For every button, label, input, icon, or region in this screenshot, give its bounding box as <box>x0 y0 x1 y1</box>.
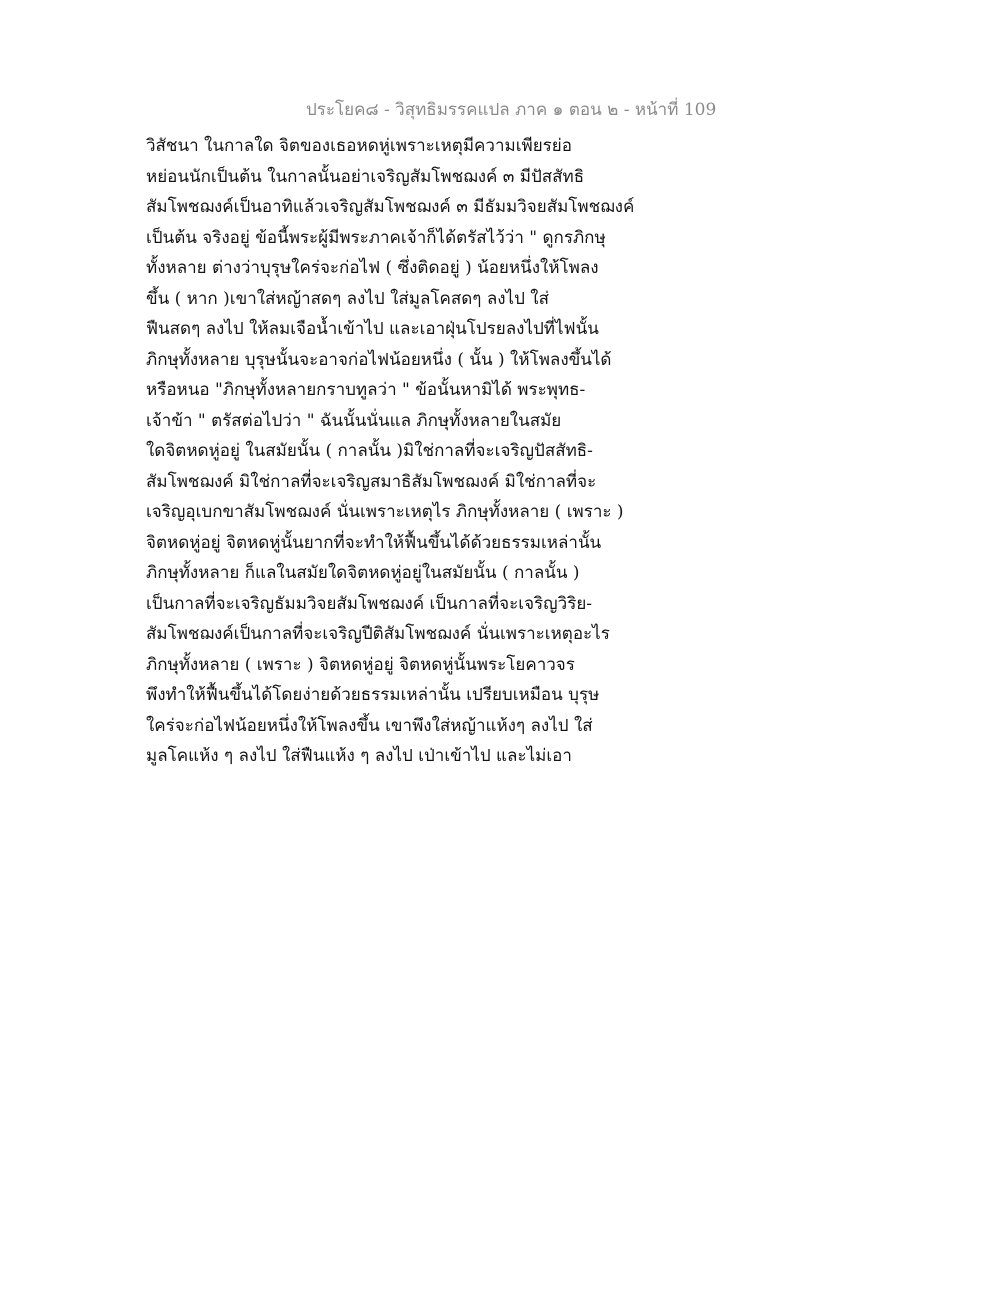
text-line: ทั้งหลาย ต่างว่าบุรุษใคร่จะก่อไฟ ( ซึ่งติดอยู่ ) น้อยหนึ่งให้โพลง <box>146 258 599 278</box>
text-line: ภิกษุทั้งหลาย ก็แลในสมัยใดจิตหดหู่อยู่ในสมัยนั้น ( กาลนั้น ) <box>146 563 580 583</box>
text-line: จิตหดหู่อยู่ จิตหดหู่นั้นยากที่จะทำให้ฟื้นขึ้นได้ด้วยธรรมเหล่านั้น <box>146 532 602 553</box>
text-line: สัมโพชฌงค์เป็นอาทิแล้วเจริญสัมโพชฌงค์ ๓ มีธัมมวิจยสัมโพชฌงค์ <box>146 197 635 217</box>
text-line: ขึ้น ( หาก )เขาใส่หญ้าสดๆ ลงไป ใส่มูลโคสดๆ ลงไป ใส่ <box>146 288 549 309</box>
text-line: ใคร่จะก่อไฟน้อยหนึ่งให้โพลงขึ้น เขาพึงใส่หญ้าแห้งๆ ลงไป ใส่ <box>146 715 593 736</box>
text-line: สัมโพชฌงค์เป็นกาลที่จะเจริญปีติสัมโพชฌงค์ นั่นเพราะเหตุอะไร <box>146 624 610 644</box>
body-text <box>146 131 646 772</box>
text-line: ภิกษุทั้งหลาย บุรุษนั้นจะอาจก่อไฟน้อยหนึ่ง ( นั้น ) ให้โพลงขึ้นได้ <box>146 349 612 370</box>
text-line: ใดจิตหดหู่อยู่ ในสมัยนั้น ( กาลนั้น )มิใช่กาลที่จะเจริญปัสสัทธิ- <box>146 441 593 461</box>
text-line: หย่อนนักเป็นต้น ในกาลนั้นอย่าเจริญสัมโพชฌงค์ ๓ มีปัสสัทธิ <box>146 166 585 187</box>
text-line: ภิกษุทั้งหลาย ( เพราะ ) จิตหดหู่อยู่ จิตหดหู่นั้นพระโยคาวจร <box>146 654 575 675</box>
text-line: พึงทำให้ฟื้นขึ้นได้โดยง่ายด้วยธรรมเหล่านั้น เปรียบเหมือน บุรุษ <box>146 685 600 705</box>
text-line: เป็นต้น จริงอยู่ ข้อนี้พระผู้มีพระภาคเจ้าก็ได้ตรัสไว้ว่า " ดูกรภิกษุ <box>146 227 606 248</box>
text-line: เป็นกาลที่จะเจริญธัมมวิจยสัมโพชฌงค์ เป็นกาลที่จะเจริญวิริย- <box>146 593 593 614</box>
text-line: ฟืนสดๆ ลงไป ให้ลมเจือน้ำเข้าไป และเอาฝุ่นโปรยลงไปที่ไฟนั้น <box>146 319 599 339</box>
page-header: ประโยค๘ - วิสุทธิมรรคแปล ภาค ๑ ตอน ๒ - หน้าที่ 109 <box>306 100 717 120</box>
text-line: มูลโคแห้ง ๆ ลงไป ใส่ฟืนแห้ง ๆ ลงไป เป่าเข้าไป และไม่เอา <box>146 746 572 766</box>
text-line: เจริญอุเบกขาสัมโพชฌงค์ นั่นเพราะเหตุไร ภิกษุทั้งหลาย ( เพราะ ) <box>146 502 624 522</box>
text-line: หรือหนอ "ภิกษุทั้งหลายกราบทูลว่า " ข้อนั้นหามิได้ พระพุทธ- <box>146 380 586 400</box>
text-line: เจ้าข้า " ตรัสต่อไปว่า " ฉันนั้นนั่นแล ภิกษุทั้งหลายในสมัย <box>146 410 562 431</box>
text-line: วิสัชนา ในกาลใด จิตของเธอหดหู่เพราะเหตุมีความเพียรย่อ <box>146 136 572 156</box>
text-line: สัมโพชฌงค์ มิใช่กาลที่จะเจริญสมาธิสัมโพชฌงค์ มิใช่กาลที่จะ <box>146 471 597 492</box>
